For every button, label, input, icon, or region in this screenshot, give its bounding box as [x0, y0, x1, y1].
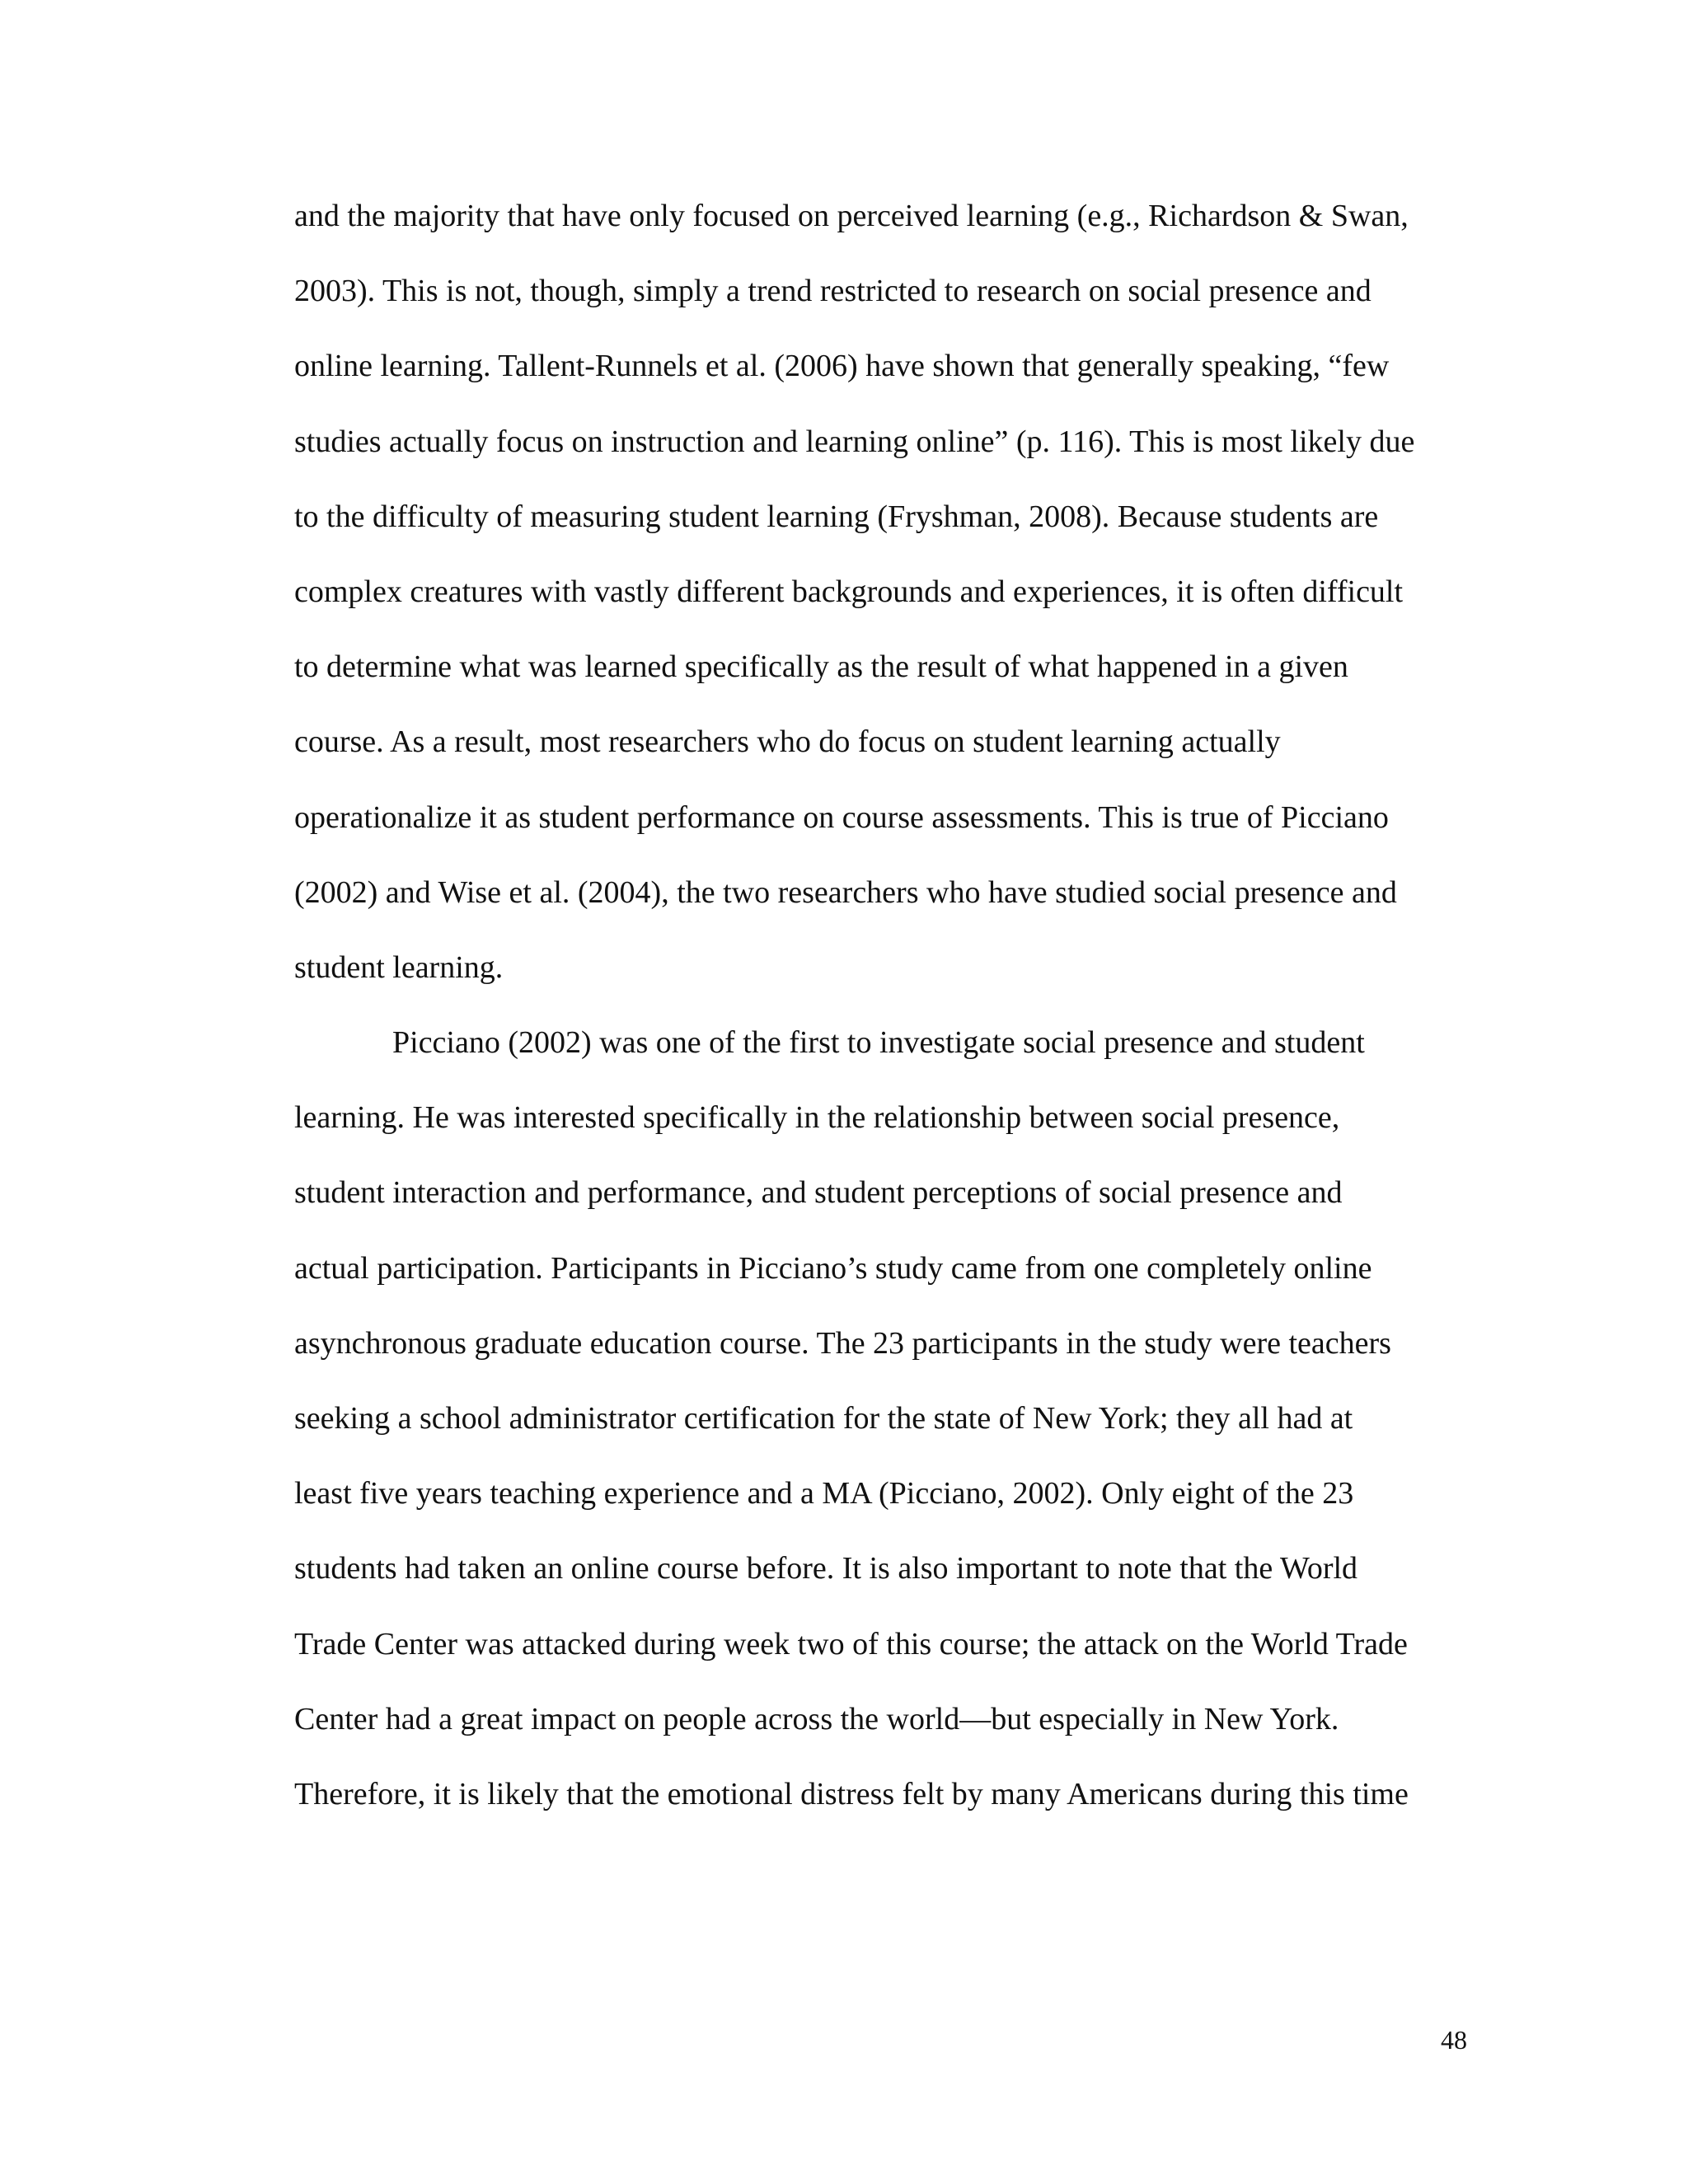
text-line: and the majority that have only focused on perceived learning (e.g., Richardson & Swan,: [294, 199, 1409, 233]
text-line: operationalize it as student performance on course assessments. This is true of Picciano: [294, 799, 1389, 835]
text-line: to the difficulty of measuring student learning (Fryshman, 2008). Because students are: [294, 499, 1379, 534]
text-line: to determine what was learned specifically as the result of what happened in a given: [294, 649, 1348, 685]
text-line: students had taken an online course before. It is also important to note that the World: [294, 1551, 1358, 1586]
text-line: studies actually focus on instruction and learning online” (p. 116). This is most likely due: [294, 424, 1415, 459]
page-number: 48: [1441, 2025, 1467, 2055]
text-line: online learning. Tallent-Runnels et al. (2006) have shown that generally speaking, “few: [294, 349, 1390, 384]
text-line: student learning.: [294, 949, 504, 985]
text-line: 2003). This is not, though, simply a trend restricted to research on social presence and: [294, 274, 1372, 309]
text-line: course. As a result, most researchers who do focus on student learning actually: [294, 724, 1281, 760]
text-line: Center had a great impact on people across the world—but especially in New York.: [294, 1701, 1339, 1736]
text-line: least five years teaching experience and a MA (Picciano, 2002). Only eight of the 23: [294, 1476, 1354, 1511]
text-line: asynchronous graduate education course. The 23 participants in the study were teachers: [294, 1325, 1391, 1361]
body-text: [294, 191, 1465, 1844]
text-line: Trade Center was attacked during week two of this course; the attack on the World Trade: [294, 1626, 1408, 1661]
text-line: (2002) and Wise et al. (2004), the two researchers who have studied social presence and: [294, 874, 1397, 910]
paragraph-start-line: Picciano (2002) was one of the first to investigate social presence and student: [392, 1025, 1365, 1061]
text-line: complex creatures with vastly different backgrounds and experiences, it is often difficult: [294, 574, 1404, 609]
text-line: actual participation. Participants in Picciano’s study came from one completely online: [294, 1250, 1372, 1286]
text-line: student interaction and performance, and student perceptions of social presence and: [294, 1175, 1343, 1211]
text-line: learning. He was interested specifically in the relationship between social presence,: [294, 1100, 1340, 1136]
text-line: Therefore, it is likely that the emotional distress felt by many Americans during this time: [294, 1776, 1409, 1811]
text-line: seeking a school administrator certification for the state of New York; they all had at: [294, 1401, 1353, 1436]
